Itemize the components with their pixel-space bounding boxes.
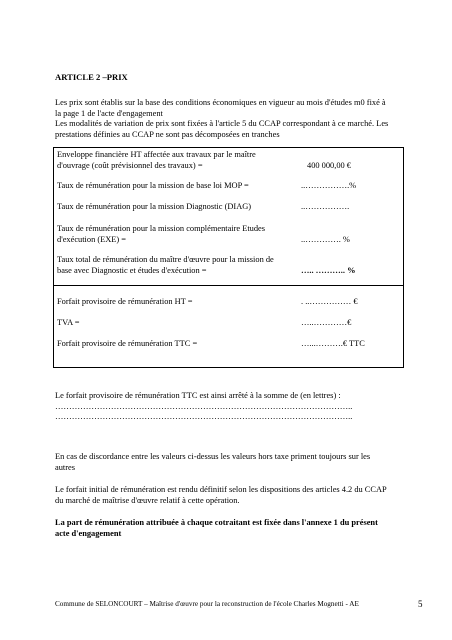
part-paragraph: acte d'engagement — [55, 528, 122, 538]
intro-line: Les prix sont établis sur la base des conditions économiques en vigueur au mois d'études m0 fixé à — [55, 98, 386, 107]
forfait-ht-value: . ..…………… € — [301, 297, 358, 306]
taux-total-label: base avec Diagnostic et études d'exécution = — [57, 265, 207, 275]
enveloppe-label: d'ouvrage (coût prévisionnel des travaux) = — [57, 160, 203, 170]
enveloppe-label: Enveloppe financière HT affectée aux travaux par le maître — [57, 150, 256, 159]
forfait-ht-label: Forfait provisoire de rémunération HT = — [57, 297, 193, 306]
taux-diag-value: ..……………. — [301, 202, 350, 211]
forfait-ttc-value: …...……….€ TTC — [301, 339, 365, 348]
intro-line: Les modalités de variation de prix sont fixées à l'article 5 du CCAP correspondant à ce marché. Les — [55, 119, 389, 129]
intro-line: la page 1 de l'acte d'engagement — [55, 108, 163, 118]
taux-exe-label: d'exécution (EXE) = — [57, 234, 127, 244]
lettres-line: Le forfait provisoire de rémunération TTC est ainsi arrêté à la somme de (en lettres) : — [55, 391, 341, 400]
taux-mop-label: Taux de rémunération pour la mission de base loi MOP = — [57, 181, 249, 190]
tva-value: …..…………€ — [301, 318, 352, 327]
page-footer: Commune de SELONCOURT – Maîtrise d'œuvre pour la reconstruction de l'école Charles Mognetti - AE — [55, 600, 359, 608]
box-divider — [53, 285, 403, 286]
taux-diag-label: Taux de rémunération pour la mission Diagnostic (DIAG) — [57, 202, 252, 211]
forfait-ttc-label: Forfait provisoire de rémunération TTC = — [57, 339, 198, 348]
page-number: 5 — [418, 599, 423, 609]
discordance-paragraph: En cas de discordance entre les valeurs ci-dessus les valeurs hors taxe priment toujours sur les — [55, 452, 371, 461]
enveloppe-value: 400 000,00 € — [307, 160, 351, 170]
tva-label: TVA = — [57, 318, 80, 327]
taux-total-value: ….. ……….. % — [301, 265, 356, 275]
forfait-initial-paragraph: Le forfait initial de rémunération est rendu définitif selon les dispositions des articles 4.2 du CCAP — [55, 485, 387, 494]
forfait-initial-paragraph: du marché de maîtrise d'œuvre relatif à cette opération. — [55, 495, 240, 505]
intro-line: prestations définies au CCAP ne sont pas décomposées en tranches — [55, 129, 280, 139]
lettres-dots: …………………………………………………………………………………………….. — [55, 401, 353, 411]
article-heading: ARTICLE 2 –PRIX — [55, 72, 128, 82]
part-paragraph: La part de rémunération attribuée à chaque cotraitant est fixée dans l'annexe 1 du présent — [55, 518, 378, 527]
discordance-paragraph: autres — [55, 462, 75, 472]
taux-total-label: Taux total de rémunération du maître d'œuvre pour la mission de — [57, 255, 274, 264]
taux-exe-value: ..…………. % — [301, 234, 350, 244]
taux-mop-value: ..…………….% — [301, 181, 357, 190]
lettres-dots: …………………………………………………………………………………………….. — [55, 412, 353, 422]
taux-exe-label: Taux de rémunération pour la mission complémentaire Etudes — [57, 224, 266, 233]
